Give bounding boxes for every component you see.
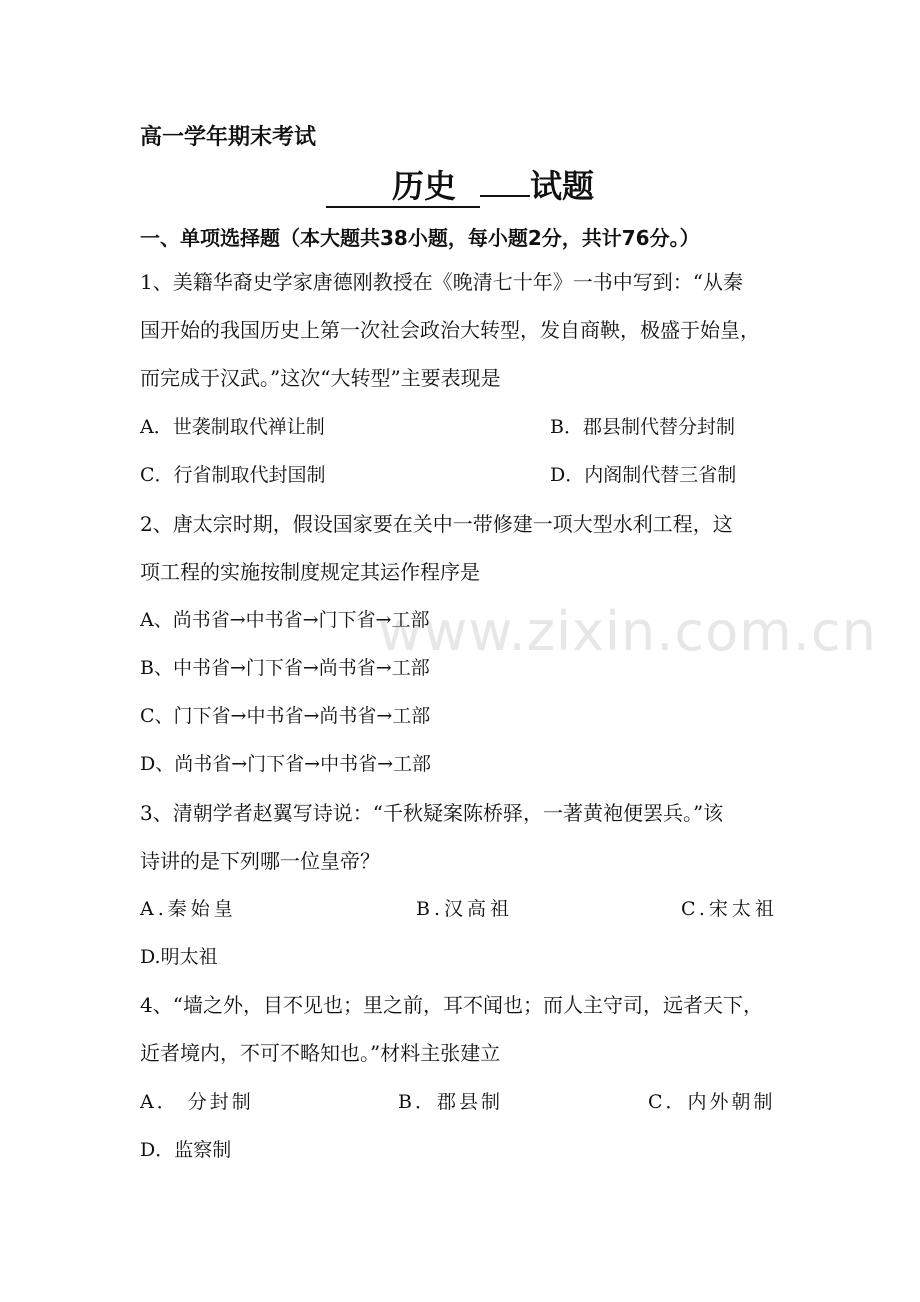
q4-line-1: 4、“墙之外，目不见也；里之前，耳不闻也；而人主守司，远者天下， [140, 993, 763, 1017]
q2-option-c: C、门下省→中书省→尚书省→工部 [140, 705, 431, 727]
subject-suffix: 试题 [530, 167, 595, 205]
q3-option-c: C.宋太祖 [681, 898, 778, 920]
q4-line-2: 近者境内，不可不略知也。”材料主张建立 [140, 1041, 501, 1065]
q2-line-1: 2、唐太宗时期，假设国家要在关中一带修建一项大型水利工程，这 [140, 512, 733, 536]
q1-line-3: 而完成于汉武。”这次“大转型”主要表现是 [140, 366, 501, 390]
q1-line-2: 国开始的我国历史上第一次社会政治大转型，发自商鞅，极盛于始皇， [140, 318, 760, 342]
q1-option-c: C．行省制取代封国制 [140, 464, 326, 486]
q4-option-a: A． 分封制 [140, 1091, 254, 1113]
q3-line-1: 3、清朝学者赵翼写诗说：“千秋疑案陈桥驿，一著黄袍便罢兵。”该 [140, 801, 724, 825]
q3-line-2: 诗讲的是下列哪一位皇帝？ [140, 849, 380, 873]
q4-option-d: D．监察制 [140, 1139, 232, 1161]
subject-blank-tail [480, 195, 530, 197]
q4-option-c: C．内外朝制 [648, 1091, 776, 1113]
q3-option-d: D.明太祖 [140, 946, 218, 968]
q3-option-b: B.汉高祖 [416, 898, 514, 920]
subject-blank: 历史 [326, 166, 480, 208]
q2-option-b: B、中书省→门下省→尚书省→工部 [140, 657, 430, 679]
q2-option-d: D、尚书省→门下省→中书省→工部 [140, 753, 431, 775]
q1-line-1: 1、美籍华裔史学家唐德刚教授在《晚清七十年》一书中写到：“从秦 [140, 270, 743, 294]
q2-option-a: A、尚书省→中书省→门下省→工部 [140, 609, 430, 631]
subject-title [0, 164, 920, 208]
q3-option-a: A.秦始皇 [140, 898, 237, 920]
q1-option-b: B．郡县制代替分封制 [550, 416, 735, 438]
q1-option-d: D．内阁制代替三省制 [550, 464, 737, 486]
q2-line-2: 项工程的实施按制度规定其运作程序是 [140, 560, 480, 584]
q4-option-b: B．郡县制 [398, 1091, 503, 1113]
watermark: www.zixin.com.cn [378, 600, 877, 663]
q1-option-a: A．世袭制取代禅让制 [140, 416, 325, 438]
exam-title: 高一学年期末考试 [140, 125, 317, 150]
section-heading: 一、单项选择题（本大题共38小题，每小题2分，共计76分。） [140, 226, 700, 250]
